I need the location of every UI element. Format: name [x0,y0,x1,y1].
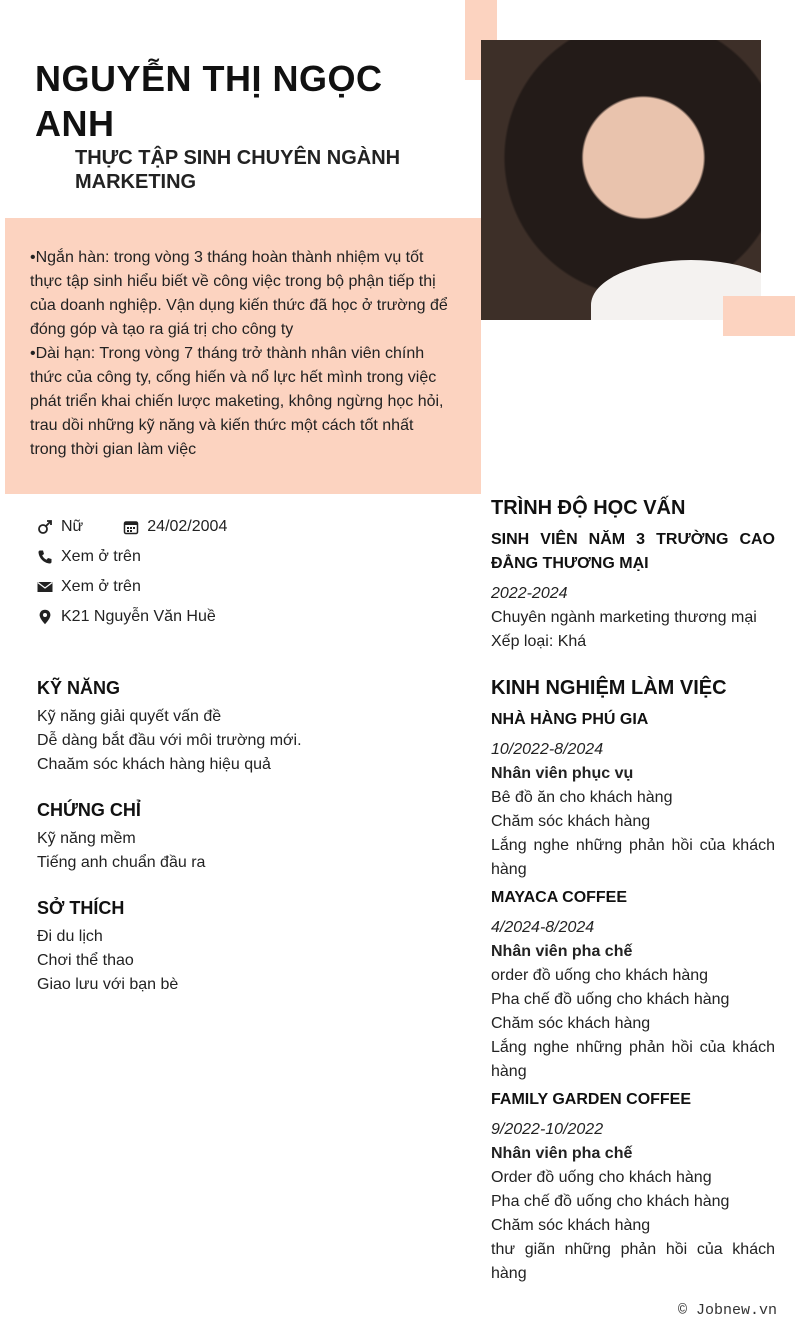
hobbies-section [37,898,457,997]
gender-value: Nữ [61,518,84,535]
footer-credit: © Jobnew.vn [677,1302,777,1319]
section-title: KỸ NĂNG [37,678,121,698]
skills-section [37,678,457,777]
hobby-item: Giao lưu với bạn bè [37,976,179,993]
job-role: Nhân viên phục vụ [491,765,634,782]
decorative-accent-block [723,296,795,336]
info-row [37,542,267,572]
info-row [37,512,267,542]
certificate-item: Kỹ năng mềm [37,830,136,847]
gender-item [37,518,83,536]
job-task: Pha chế đồ uống cho khách hàng [491,991,730,1008]
job-task: Lắng nghe những phản hồi của khách hàng [491,1039,775,1080]
company-name: NHÀ HÀNG PHÚ GIA [491,711,649,728]
hobby-item: Đi du lịch [37,928,103,945]
job-period: 10/2022-8/2024 [491,741,604,758]
job-task: order đồ uống cho khách hàng [491,967,709,984]
job-task: Chăm sóc khách hàng [491,1217,651,1234]
job-task: Order đồ uống cho khách hàng [491,1169,712,1186]
address-value: K21 Nguyễn Văn Huề [61,608,216,625]
objective-long-term: •Dài hạn: Trong vòng 7 tháng trở thành nhân viên chính thức của công ty, cống hiến và nổ lực hết mình trong việc phát triển khai chiến lược maketing, không ngừng học hỏi, trau dồi những kỹ năng và kiến thức một cách tốt nhất trong thời gian làm việc [30,345,444,458]
job-role: Nhân viên pha chế [491,1145,633,1162]
company-name: MAYACA COFFEE [491,889,628,906]
education-major: Chuyên ngành marketing thương mại [491,609,757,626]
job-task: thư giãn những phản hồi của khách hàng [491,1241,775,1282]
job-period: 9/2022-10/2022 [491,1121,604,1138]
job-entry [491,708,775,882]
career-objective [5,218,481,494]
job-task: Pha chế đồ uống cho khách hàng [491,1193,730,1210]
education-rank: Xếp loại: Khá [491,633,587,650]
company-name: FAMILY GARDEN COFFEE [491,1091,692,1108]
gender-icon [37,519,53,535]
info-row [37,602,267,632]
job-role: Nhân viên pha chế [491,943,633,960]
hobby-item: Chơi thể thao [37,952,134,969]
education-period: 2022-2024 [491,585,568,602]
calendar-icon [123,519,139,535]
certificates-section [37,800,457,875]
job-period: 4/2024-8/2024 [491,919,595,936]
skill-item: Kỹ năng giải quyết vấn đề [37,708,222,725]
job-entry [491,886,775,1084]
objective-short-term: •Ngắn hàn: trong vòng 3 tháng hoàn thành nhiệm vụ tốt thực tập sinh hiểu biết về công việc trong bộ phận tiếp thị của doanh nghiệp. Vận dụng kiến thức đã học ở trường để đóng góp và tạo ra giá trị cho công ty [30,249,448,338]
phone-icon [37,549,53,565]
job-task: Lắng nghe những phản hồi của khách hàng [491,837,775,878]
job-title: THỰC TẬP SINH CHUYÊN NGÀNH MARKETING [75,147,401,193]
personal-info [37,512,267,632]
experience-section [491,677,775,1290]
phone-value: Xem ở trên [61,548,141,565]
location-icon [37,609,53,625]
skill-item: Chaăm sóc khách hàng hiệu quả [37,756,271,773]
profile-photo [481,40,761,320]
job-task: Chăm sóc khách hàng [491,813,651,830]
skill-item: Dễ dàng bắt đầu với môi trường mới. [37,732,302,749]
school-name: SINH VIÊN NĂM 3 TRƯỜNG CAO ĐẲNG THƯƠNG MẠI [491,531,775,572]
job-entry [491,1088,775,1286]
section-title: SỞ THÍCH [37,898,125,918]
job-task: Bê đồ ăn cho khách hàng [491,789,673,806]
section-title: CHỨNG CHỈ [37,800,141,820]
education-section [491,497,775,654]
section-title: KINH NGHIỆM LÀM VIỆC [491,677,727,699]
info-row [37,572,267,602]
job-task: Chăm sóc khách hàng [491,1015,651,1032]
email-value: Xem ở trên [61,578,141,595]
certificate-item: Tiếng anh chuẩn đầu ra [37,854,206,871]
candidate-name: NGUYỄN THỊ NGỌC ANH [35,58,383,144]
section-title: TRÌNH ĐỘ HỌC VẤN [491,497,686,519]
birthday-value: 24/02/2004 [147,518,228,535]
birthday-item [123,518,227,536]
email-icon [37,579,53,595]
